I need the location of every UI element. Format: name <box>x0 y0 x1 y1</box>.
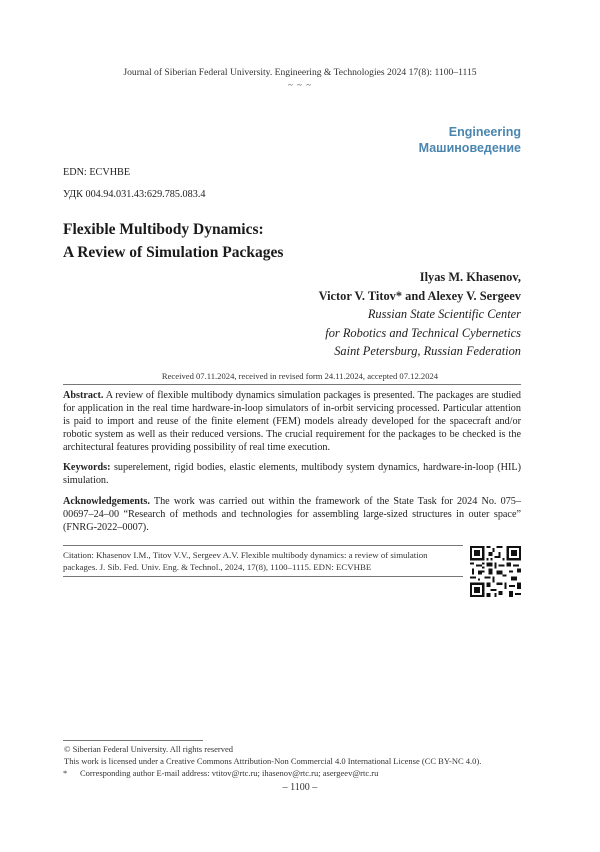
journal-header: Journal of Siberian Federal University. Engineering & Technologies 2024 17(8): 1100–1115 <box>123 67 477 78</box>
acknowledgements-text: The work was carried out within the framework of the State Task for 2024 No. 075–00697–24–00 “Research of methods and technologies for assembling large-sized structures in outer space” (FNRG-2022–0007). <box>63 496 521 533</box>
page-number: – 1100 – <box>282 782 318 793</box>
section-label-en: Engineering <box>448 125 521 139</box>
author-line-2: Victor V. Titov* and Alexey V. Sergeev <box>318 288 521 303</box>
author-line-1: Ilyas M. Khasenov, <box>419 270 521 284</box>
abstract-paragraph <box>63 390 521 455</box>
footnote-star: * <box>63 768 68 778</box>
corresponding-author-note: Corresponding author E-mail address: vtitov@rtc.ru; ihasenov@rtc.ru; asergeev@rtc.ru <box>80 768 379 778</box>
acknowledgements-paragraph <box>63 496 521 535</box>
paper-title-line-1: Flexible Multibody Dynamics: <box>63 221 264 238</box>
authors-block <box>319 268 521 361</box>
affiliation-line-1: Russian State Scientific Center <box>367 307 521 321</box>
edn-code: EDN: ECVHBE <box>63 167 131 178</box>
qr-code-icon[interactable] <box>470 546 521 597</box>
keywords-text: superelement, rigid bodies, elastic elements, multibody system dynamics, hardware-in-loop (HIL) simulation. <box>63 462 521 486</box>
paper-title-line-2: A Review of Simulation Packages <box>63 244 284 261</box>
header-ornament: ~ ~ ~ <box>287 80 313 90</box>
affiliation-line-2: for Robotics and Technical Cybernetics <box>325 325 521 340</box>
footnote-divider <box>63 740 203 741</box>
paper-title <box>63 218 283 264</box>
affiliation-line-3: Saint Petersburg, Russian Federation <box>334 344 521 358</box>
keywords-label: Keywords: <box>63 462 111 473</box>
citation: Citation: Khasenov I.M., Titov V.V., Sergeev A.V. Flexible multibody dynamics: a review of simulation packages. J. Sib. Fed. Univ. Eng. & Technol., 2024, 17(8), 1100–1115. EDN: ECVHBE <box>63 550 428 572</box>
acknowledgements-label: Acknowledgements. <box>63 496 150 507</box>
section-label-ru: Машиноведение <box>418 141 521 155</box>
divider-top <box>63 384 521 385</box>
udk-code: УДК 004.94.031.43:629.785.083.4 <box>63 189 206 200</box>
divider-citation-bottom <box>63 576 463 577</box>
license-note: This work is licensed under a Creative Commons Attribution-Non Commercial 4.0 International License (CC BY-NC 4.0). <box>64 756 482 766</box>
received-dates: Received 07.11.2024, received in revised form 24.11.2024, accepted 07.12.2024 <box>161 371 439 381</box>
abstract-label: Abstract. <box>63 390 104 401</box>
keywords-paragraph <box>63 462 521 488</box>
abstract-text: A review of flexible multibody dynamics simulation packages is presented. The packages are studied for application in the real time hardware-in-loop simulators of in-orbit servicing processed. Particular attention is paid to import and reuse of the finite element (FEM) models already developed for the spacecraft and/or robotic system as well as their reduced versions. The crucial requirement for the packages to be checked is the architectural features providing possibility of real time execution. <box>63 390 521 453</box>
copyright-note: © Siberian Federal University. All rights reserved <box>64 744 234 754</box>
divider-citation-top <box>63 545 463 546</box>
